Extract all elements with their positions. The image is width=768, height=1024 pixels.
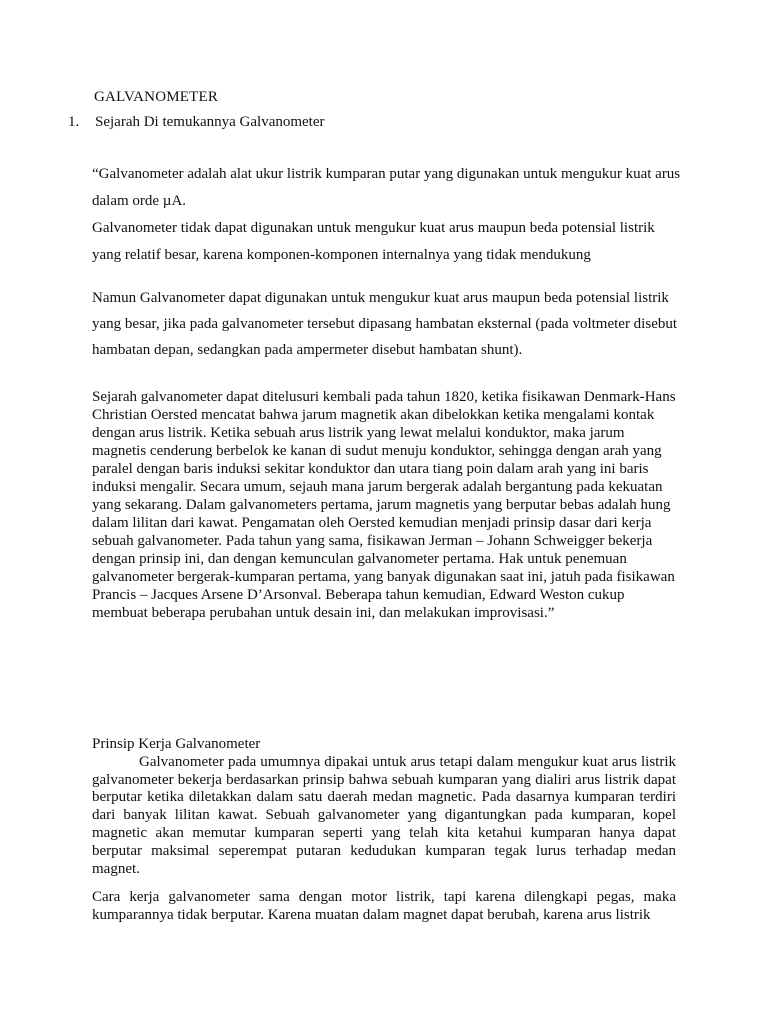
history-paragraph: Sejarah galvanometer dapat ditelusuri kembali pada tahun 1820, ketika fisikawan Denmark-Hans Christian Oersted mencatat bahwa jarum magnetik akan dibelokkan ketika mengalami kontak dengan arus listrik. Ketika sebuah arus listrik yang lewat melalui konduktor, maka jarum magnetis cenderung berbelok ke kanan di sudut menuju konduktor, sehingga dengan arah yang paralel dengan baris induksi sekitar konduktor dan utara tiang poin dalam arah yang ini baris induksi mengalir. Secara umum, sejauh mana jarum bergerak adalah bergantung pada kekuatan yang sekarang. Dalam galvanometers pertama, jarum magnetis yang berputar bebas adalah hung dalam lilitan dari kawat. Pengamatan oleh Oersted kemudian menjadi prinsip dasar dari kerja sebuah galvanometer. Pada tahun yang sama, fisikawan Jerman – Johann Schweigger bekerja dengan prinsip ini, dan dengan kemunculan galvanometer pertama. Hak untuk penemuan galvanometer bergerak-kumparan pertama, yang banyak digunakan saat ini, jatuh pada fisikawan Prancis – Jacques Arsene D’Arsonval. Beberapa tahun kemudian, Edward Weston cukup membuat beberapa perubahan untuk desain ini, dan melakukan improvisasi.” <box>92 389 676 621</box>
prinsip-section <box>92 736 676 878</box>
namun-paragraph: Namun Galvanometer dapat digunakan untuk mengukur kuat arus maupun beda potensial listrik yang besar, jika pada galvanometer tersebut dipasang hambatan eksternal (pada voltmeter disebut hambatan depan, sedangkan pada ampermeter disebut hambatan shunt). <box>92 290 678 358</box>
document-title: GALVANOMETER <box>94 89 219 105</box>
intro-paragraph-2: Galvanometer tidak dapat digunakan untuk mengukur kuat arus maupun beda potensial listrik yang relatif besar, karena komponen-komponen internalnya yang tidak mendukung <box>92 220 655 263</box>
cara-paragraph: Cara kerja galvanometer sama dengan motor listrik, tapi karena dilengkapi pegas, maka kumparannya tidak berputar. Karena muatan dalam magnet dapat berubah, karena arus listrik <box>92 889 676 923</box>
intro-block <box>92 161 682 269</box>
section-heading-1 <box>68 113 325 131</box>
intro-paragraph-1: “Galvanometer adalah alat ukur listrik kumparan putar yang digunakan untuk mengukur kuat arus dalam orde µA. <box>92 166 681 209</box>
section-heading-text: Sejarah Di temukannya Galvanometer <box>95 114 325 130</box>
prinsip-heading: Prinsip Kerja Galvanometer <box>92 736 261 752</box>
prinsip-paragraph: Galvanometer pada umumnya dipakai untuk arus tetapi dalam mengukur kuat arus listrik galvanometer bekerja berdasarkan prinsip bahwa sebuah kumparan yang dialiri arus listrik dapat berputar ketika diletakkan dalam satu daerah medan magnetic. Pada dasarnya kumparan terdiri dari banyak lilitan kawat. Sebuah galvanometer yang digantungkan pada kumparan, kopel magnetic akan memutar kumparan seperti yang telah kita ketahui kumparan hanya dapat berputar maksimal seperempat putaran kedudukan kumparan tegak lurus terhadap medan magnet. <box>92 753 676 877</box>
section-number: 1. <box>68 114 80 130</box>
